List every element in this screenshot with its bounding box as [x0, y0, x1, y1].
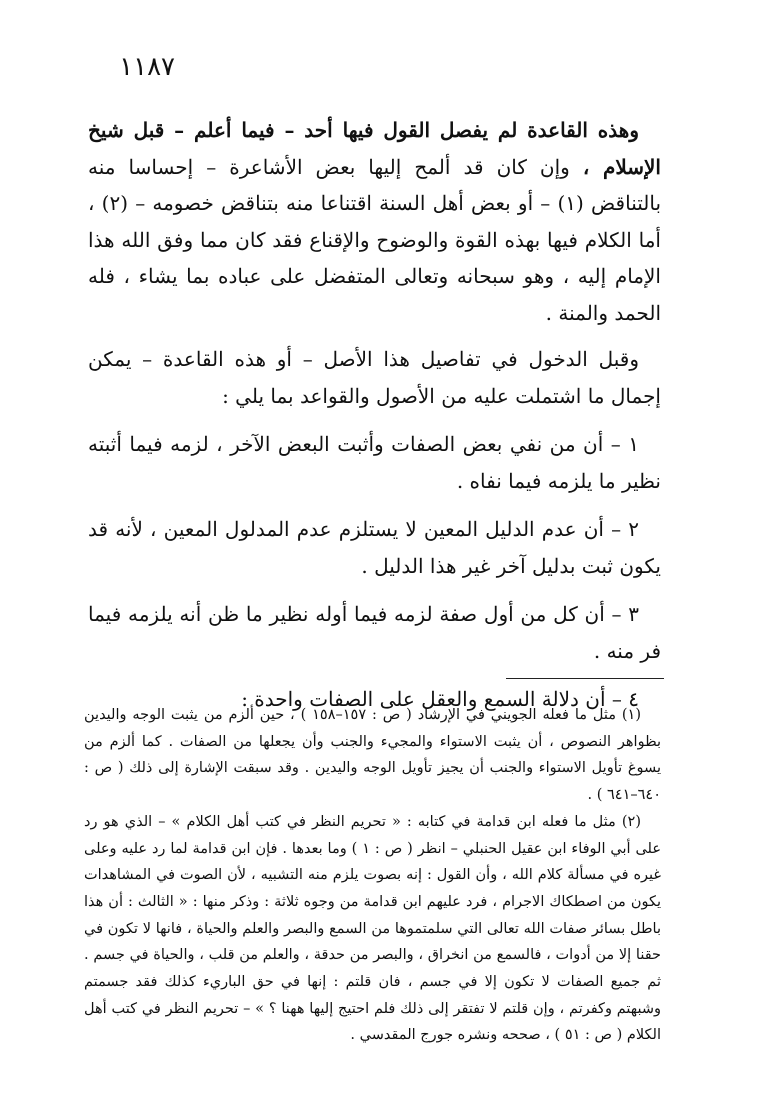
- list-item-4: ٤ – أن دلالة السمع والعقل على الصفات واحدة :: [241, 687, 639, 711]
- paragraph-1-bold: وهذه القاعدة لم يفصل القول فيها أحد – فيما أعلم – قبل شيخ الإسلام ،: [88, 118, 661, 179]
- list-item-2: ٢ – أن عدم الدليل المعين لا يستلزم عدم المدلول المعين ، لأنه قد يكون ثبت بدليل آخر غير هذا الدليل .: [88, 517, 661, 578]
- list-item-3: ٣ – أن كل من أول صفة لزمه فيما أوله نظير ما ظن أنه يلزمه فيما فر منه .: [88, 602, 661, 663]
- paragraph-1-rest: وإن كان قد ألمح إليها بعض الأشاعرة – إحساسا منه بالتناقض (١) – أو بعض أهل السنة اقتناعا منه بتناقض خصومه – (٢) ، أما الكلام فيها بهذه القوة والوضوح والإقناع فقد كان مما وفق الله هذا الإمام إليه ، وهو سبحانه وتعالى المتفضل على عباده بما يشاء ، فله الحمد والمنة .: [88, 154, 662, 325]
- list-item-1: ١ – أن من نفي بعض الصفات وأثبت البعض الآخر ، لزمه فيما أثبته نظير ما يلزمه فيما نفاه .: [88, 432, 661, 493]
- paragraph-2: وقبل الدخول في تفاصيل هذا الأصل – أو هذه القاعدة – يمكن إجمال ما اشتملت عليه من الأصول والقواعد بما يلي :: [88, 347, 661, 408]
- footnote-divider: [506, 678, 664, 679]
- paragraph-1: [88, 112, 661, 331]
- footnote-1: (١) مثل ما فعله الجويني في الإرشاد ( ص : ١٥٧–١٥٨ ) ، حين ألزم من يثبت الوجه واليدين بظواهر النصوص ، أن يثبت الاستواء والمجيء والجنب وأن يجعلها من الصفات . كما ألزم من يسوغ تأويل الاستواء والجنب أن يجيز تأويل الوجه واليدين . وقد سبقت الإشارة إلى ذلك ( ص : ٦٤٠–٦٤١ ) .: [84, 707, 661, 804]
- page-number: ١١٨٧: [119, 52, 175, 82]
- footnote-2: (٢) مثل ما فعله ابن قدامة في كتابه : « تحريم النظر في كتب أهل الكلام » – الذي هو رد على أبي الوفاء ابن عقيل الحنبلي – انظر ( ص : ١ ) وما بعدها . فإن ابن قدامة لما رد عليه وعلى غيره في مسألة كلام الله ، وأن القول : إنه بصوت يلزم منه التشبيه ، لأن الصوت في المشاهدات يكون من اصطكاك الاجرام ، فرد عليهم ابن قدامة من وجوه ثلاثة : وذكر منها : « الثالث : أن هذا باطل بسائر صفات الله تعالى التي سلمتموها من السمع والبصر والعلم والحياة ، فانها لا تكون في حقنا إلا من أدوات ، فالسمع من انخراق ، والبصر من حدقة ، والعلم من قلب ، والحياة في جسم . ثم جميع الصفات لا تكون إلا في جسم ، فان قلتم : إنها في حق الباريء كذلك فقد جسمتم وشبهتم وكفرتم ، وإن قلتم لا تفتقر إلى ذلك فلم احتيج إليها ههنا ؟ » – تحريم النظر في كتب أهل الكلام ( ص : ٥١ ) ، صححه ونشره جورج المقدسي .: [84, 813, 661, 1044]
- footnotes: [84, 702, 661, 1049]
- main-text: [88, 112, 661, 718]
